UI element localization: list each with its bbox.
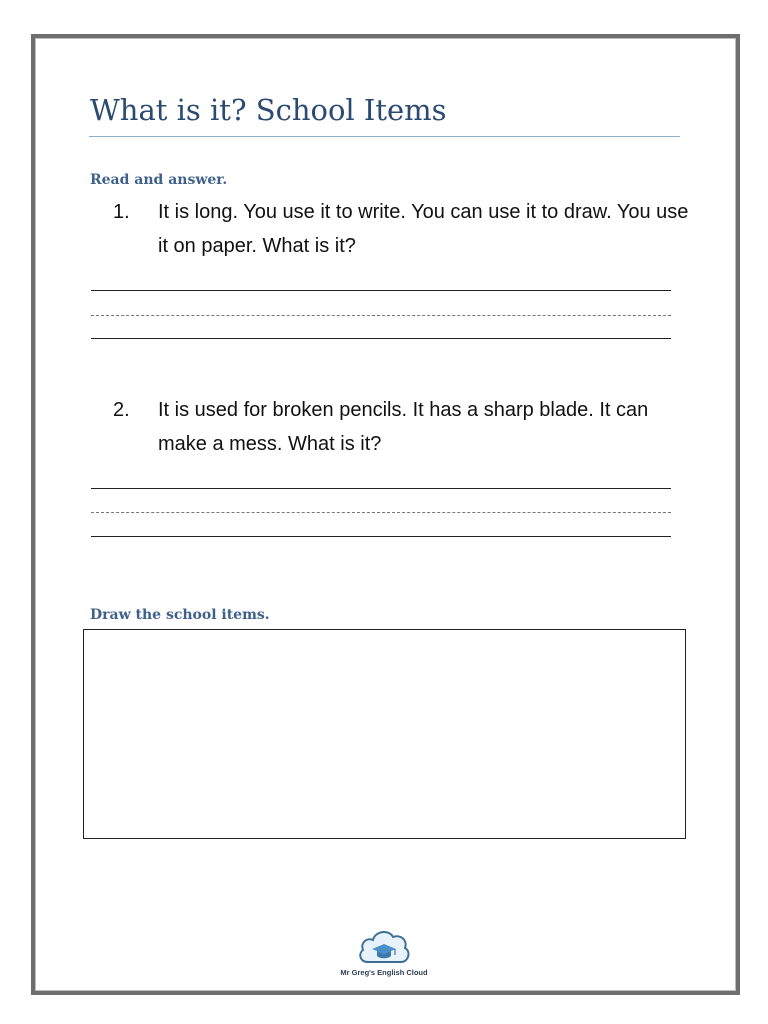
answer-1-top-line[interactable] [91, 290, 671, 291]
draw-heading: Draw the school items. [90, 607, 270, 623]
title-underline [89, 136, 680, 137]
question-2-number: 2. [113, 399, 130, 421]
answer-2-dashed-line [91, 512, 671, 513]
read-and-answer-heading: Read and answer. [90, 172, 228, 188]
answer-1-dashed-line [91, 315, 671, 316]
question-2-text: It is used for broken pencils. It has a sharp blade. It can make a mess. What is it? [158, 399, 649, 455]
logo-text: Mr Greg's English Cloud [340, 968, 428, 977]
question-1-text: It is long. You use it to write. You can use it to draw. You use it on paper. What is it? [158, 201, 689, 257]
question-1-number: 1. [113, 201, 130, 223]
cloud-graduation-cap-icon [356, 924, 412, 968]
worksheet-title: What is it? School Items [90, 93, 447, 127]
answer-1-bottom-line[interactable] [91, 338, 671, 339]
drawing-box[interactable] [83, 629, 686, 839]
answer-2-bottom-line[interactable] [91, 536, 671, 537]
answer-2-top-line[interactable] [91, 488, 671, 489]
